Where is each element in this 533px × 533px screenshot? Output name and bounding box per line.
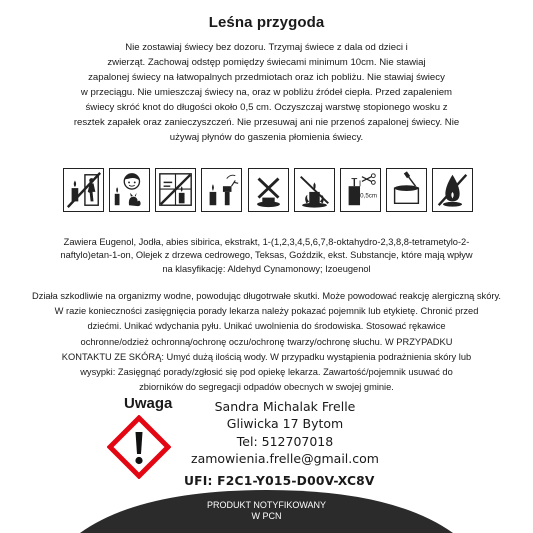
keep-away-from-children-pets-icon	[109, 168, 150, 212]
hazard-line: wysypki: Zasięgnąć porady/zgłosić się pod opiekę lekarza. Zawartość/pojemnik usuwać do	[80, 367, 453, 378]
hazard-line: dziećmi. Unikać wdychania pyłu. Unikać uwolnienia do środowiska. Stosować rękawice	[87, 321, 446, 332]
safety-line: świecy skróć knot do długości około 0,5 cm. Oczyszczaj warstwę stopionego wosku z	[85, 102, 448, 113]
safety-instructions	[60, 40, 473, 145]
safety-line: używaj płynów do gaszenia płomienia świecy.	[169, 132, 364, 143]
signal-word: Uwaga	[124, 395, 173, 412]
safety-line: zwierząt. Zachowaj odstęp pomiędzy świecami minimum 10cm. Nie stawiaj	[107, 57, 426, 68]
do-not-extinguish-with-water-icon	[432, 168, 473, 212]
pcn-line-1: PRODUKT NOTYFIKOWANY	[206, 500, 326, 510]
safety-line: resztek zapałek oraz zanieczyszczeń. Nie przesuwaj ani nie przenoś zapalonej świecy. Nie	[73, 117, 460, 128]
pcn-line-2: W PCN	[251, 511, 282, 521]
composition-line: naftylo)etan-1-on, Olejek z drzewa cedrowego, Teksas, Goździk, ekst. Substancje, które mają wpływ	[60, 250, 473, 261]
remove-debris-icon	[386, 168, 427, 212]
never-leave-unattended-icon	[63, 168, 104, 212]
safety-pictograms	[63, 168, 473, 220]
hazard-line: zbiorników do segregacji odpadów obecnych w swojej gminie.	[139, 382, 394, 393]
supplier-name: Sandra Michalak Frelle	[214, 399, 356, 414]
wick-length-label: 0,5cm	[359, 192, 377, 200]
hazard-statements	[14, 289, 519, 395]
composition-text	[48, 236, 485, 276]
supplier-address	[190, 398, 380, 467]
pcn-notice	[0, 500, 533, 522]
safety-line: zapalonej świecy na łatwopalnych przedmiotach oraz ich pobliżu. Nie stawiaj świecy	[88, 72, 445, 83]
composition-line: Zawiera Eugenol, Jodła, abies sibirica, ekstrakt, 1-(1,2,3,4,5,6,7,8-oktahydro-2,3,8,8-tetrametylo-2-	[63, 237, 470, 247]
supplier-phone: Tel: 512707018	[236, 433, 334, 449]
ghs07-exclamation-icon	[107, 415, 171, 479]
away-from-heat-icon	[294, 168, 335, 212]
product-title: Leśna przygoda	[208, 14, 325, 31]
safety-line: Nie zostawiaj świecy bez dozoru. Trzymaj świece z dala od dzieci i	[125, 42, 408, 53]
avoid-draft-icon	[155, 168, 196, 212]
hazard-line: ochronne/odzież ochronną/ochronę oczu/ochronę twarzy/ochronę słuchu. W PRZYPADKU	[80, 336, 453, 347]
keep-distance-between-candles-icon	[201, 168, 242, 212]
supplier-email: zamowienia.frelle@gmail.com	[191, 450, 379, 466]
pcn-footer-banner	[0, 490, 533, 533]
hazard-line: W razie konieczności zasięgnięcia porady lekarza należy pokazać pojemnik lub etykietę. Chronić przed	[54, 306, 479, 317]
hazard-line: Działa szkodliwie na organizmy wodne, powodując długotrwałe skutki. Może powodować reakcję alergiczną skóry.	[31, 291, 502, 301]
hazard-line: KONTAKTU ZE SKÓRĄ: Umyć dużą ilością wody. W przypadku wystąpienia podrażnienia skóry lub	[61, 351, 472, 362]
supplier-street: Gliwicka 17 Bytom	[226, 416, 344, 432]
trim-wick-icon	[340, 168, 381, 212]
safety-line: w przeciągu. Nie umieszczaj świecy na, oraz w pobliżu źródeł ciepła. Przed zapaleniem	[80, 87, 453, 98]
composition-line: na klasyfikację: Aldehyd Cynamonowy; Izoeugenol	[162, 263, 371, 274]
ufi-code: UFI: F2C1-Y015-D00V-XC8V	[184, 474, 375, 488]
not-on-flammable-surface-icon	[248, 168, 289, 212]
